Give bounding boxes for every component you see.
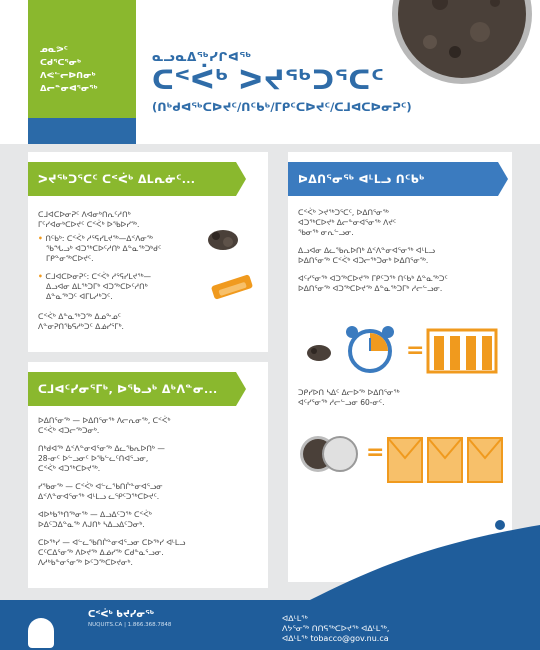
nicotine-text-3: ᐊᑦᓯᕐᓂᖅ ᐊᑐᖅᑕᐅᔪᖅ ᒥᑭᑦᑐᖅ ᑎᑦᑲᒃ ᐃᓐᓇᖅᑐᑦ ᐅᐃᑎᕐᓂᖅ ᐊᑐᖅᑕᐅᔪᖅ ᐃᓐᓇᖅᑐᒥᒃ ᓱᓕᓪᓗᓂ. <box>298 274 448 293</box>
footer-contact: ᐊᐃᒻᒪᖅ ᐱᔭᕐᓂᖅ ᑎᑎᕋᖅᑕᐅᔪᖅ ᐊᐃᒻᒪᖅ, ᐊᐃᒻᒪᖅ tobacco@gov.nu.ca <box>282 614 390 643</box>
snuff-tin-icon <box>390 0 535 87</box>
loose-tobacco-icon <box>306 342 332 362</box>
panel-effects <box>28 362 268 588</box>
equals-sign: = <box>366 440 385 465</box>
snuff-tin-open-icon <box>298 434 360 474</box>
effect-item: ᓯᖃᓂᖅ — ᑕᑉᐹᒃ ᐊᓪᓚᖃᑎᒌᓐᓂᐊᕐᓗᓂ ᐃᑉᐱᓐᓂᐊᕐᓂᖅ ᐊᒻᒪᓗ ᓚᕿᑦᑐᖅᑕᐅᔪᑦ. <box>38 482 163 501</box>
sidebar-line: ᓄᓇᕗᑦ <box>40 45 68 55</box>
panel-what-is <box>28 152 268 352</box>
effect-item: ᑕᐅᖅᓯ — ᐊᓪᓚᖃᑎᒌᓐᓂᐊᕐᓗᓂ ᑕᐅᖅᓯ ᐊᒻᒪᓗ ᑕᑦᑕᐃᕐᓂᖅ ᐱᐅᔪᖅ ᐃᓅᓯᖅ ᑕᑯᓐᓇᕐᓗᓂ. ᐱᓱᒃᑲᓐᓂᕐᓂᖅ ᐅᑦᑐᖅᑕᐅᔪᓂᒃ. <box>38 538 186 567</box>
loose-tobacco-icon <box>206 224 240 252</box>
panel-nicotine-header: ᐅᐃᑎᕐᓂᖅ ᐊᒻᒪᓗ ᑎᑦᑲᒃ <box>288 162 498 196</box>
sidebar-line: ᐱᕙᓪᓕᐅᑎᓂᒃ <box>40 71 96 81</box>
panel-effects-header: ᑕᒧᐊᑦᓯᓂᕐᒥᒃ, ᐅᖃᓗᒃ ᐃᒃᐱᓐᓂ... <box>28 372 236 406</box>
nicotine-caption: ᑐᑭᓯᐅᑎ ᓴᐃᑦ ᐃᓕᐅᖅ ᐅᐃᑎᕐᓂᖅ ᐊᑦᓯᕐᓂᖅ ᓱᓕᓪᓗᓂ 60-ᓂᑦ. <box>298 388 400 407</box>
page-title: ᑕᑉᐹᒃ ᐳᔪᖅᑐᕐᑕᑦ <box>152 65 385 96</box>
title-small: ᓇᓗᓇᐃᖅᓯᒋᐊᖅ <box>152 50 252 64</box>
footer-email[interactable]: ᐊᐃᒻᒪᖅ tobacco@gov.nu.ca <box>282 634 389 643</box>
footer-website[interactable]: NUQUITS.CA | 1.866.368.7848 <box>88 622 172 628</box>
effect-item: ᐊᐅᒃᑲᖅᑎᖅᓂᖅ — ᐃᓗᐃᑦᑐᖅ ᑕᑉᐹᒃ ᐅᐃᑦᑐᐃᓐᓇᖅ ᐱᒍᑎᒃ ᓴᐃᓗᐃᑦᑐᓂᒃ. <box>38 510 152 529</box>
decorative-wave <box>300 505 540 605</box>
equals-sign: = <box>406 338 425 363</box>
effect-item: ᑎᒃᑯᐊᖅ ᐃᑉᐱᓐᓂᐊᕐᓂᖅ ᐃᓚᖃᕆᐅᑎᒃ — 28-ᓂᑦ ᐅᓪᓗᓂᑦ ᐅᖃᓪᓚᑦᑎᐊᕐᓗᓂ, ᑕᑉᐹᒃ ᐊᑐᖅᑕᐅᔪᖅ. <box>38 444 165 473</box>
cigarette-packs-icon <box>386 428 504 486</box>
effect-item: ᐅᐃᑎᕐᓂᖅ — ᐅᐃᑎᕐᓂᖅ ᐱᓕᕆᓂᖅ, ᑕᑉᐹᒃ ᑕᑉᐹᒃ ᐊᑐᓕᖅᑐᓂᒃ. <box>38 416 171 435</box>
sidebar-line: ᐃᓕᓐᓂᐊᕐᓂᖅ <box>40 84 98 94</box>
bullet-loose: • ᑎᑦᑲᒃ: ᑕᑉᐹᒃ ᓱᕐᕋᓯᒪᔪᖅ—ᐃᑉᐱᓂᖅ ᖃᖓᓗᒃ ᐊᑐᖅᑕᐅᑦᓱᑎᒃ ᐃᓐᓇᖅᑐᒃᑯᑦ ᒥᑭᓐᓂᖅᑕᐅᔪᑦ. <box>38 234 162 263</box>
panel-what-is-intro: ᑕᒧᐊᑕᐅᓂᕈᑦ ᐱᐊᓂᒃᑎᕆᑦᓱᑎᒃ ᒥᑦᓯᐊᓂᒃᑕᐅᔪᑦ ᑕᑉᐹᒃ ᐅᖃᐅᓯᖅ. <box>38 210 140 229</box>
pouch-icon <box>208 266 260 306</box>
nicotine-text-1: ᑕᑉᐹᒃ ᐳᔪᖅᑐᕐᑕᑦ, ᐅᐃᑎᕐᓂᖅ ᐊᑐᖅᑕᐅᔪᒃ ᐃᓕᓐᓂᐊᕐᓂᖅ ᐱᔪᑦ ᖃᓂᖅ ᓂᕆᓪᓗᓂ. <box>298 208 397 237</box>
bullet-pouch: • ᑕᒧᐊᑕᐅᓂᕈᑦ: ᑕᑉᐹᒃ ᓱᕐᕋᓯᒪᔪᖅ— ᐃᓗᐊᓂ ᐃᒪᖅᑐᒥᒃ ᐊᑐᖅᑕᐅᑦᓱᑎᒃ ᐃᓐᓇᖅᑐᑦ ᐊᒥᒐᓱᒃᑐᑦ. <box>38 272 152 301</box>
sidebar-line: ᑕᑯᕐᑕᕐᓂᒃ <box>40 58 82 68</box>
panel-what-is-header: ᐳᔪᖅᑐᕐᑕᑦ ᑕᑉᐹᒃ ᐃᒪᕆᓃᑦ... <box>28 162 236 196</box>
footer <box>0 600 540 650</box>
sidebar-blue-strip <box>28 118 136 144</box>
cigarette-pack-icon <box>426 328 498 374</box>
footer-brand: ᑕᑉᐹᒃ ᑲᔪᓯᓂᖅ NUQUITS.CA | 1.866.368.7848 <box>88 610 172 628</box>
sidebar-green-box <box>28 0 136 118</box>
nunavut-crest-icon <box>28 618 54 648</box>
alarm-clock-icon <box>344 324 396 374</box>
title-subtitle: (ᑎᒃᑯᐊᖅᑕᐅᔪᑦ/ᑎᑦᑲᒃ/ᒥᑭᑦᑕᐅᔪᑦ/ᑕᒧᐊᑕᐅᓂᕈᑦ) <box>152 100 412 114</box>
nicotine-text-2: ᐃᓗᐊᓂ ᐃᓚᖃᕆᐅᑎᒃ ᐃᑉᐱᓐᓂᐊᕐᓂᖅ ᐊᒻᒪᓗ ᐅᐃᑎᕐᓂᖅ ᑕᑉᐹᒃ ᐊᑐᓕᖅᑐᓂᒃ ᐅᐃᑎᕐᓂᖅ. <box>298 246 436 265</box>
panel-what-is-outro: ᑕᑉᐹᒃ ᐃᓐᓇᖅᑐᖅ ᐃᓄᖕᓄᑦ ᐱᓐᓂᕈᑎᖃᕋᓱᒃᑐᑦ ᐃᓅᓯᕐᒥᒃ. <box>38 312 124 331</box>
